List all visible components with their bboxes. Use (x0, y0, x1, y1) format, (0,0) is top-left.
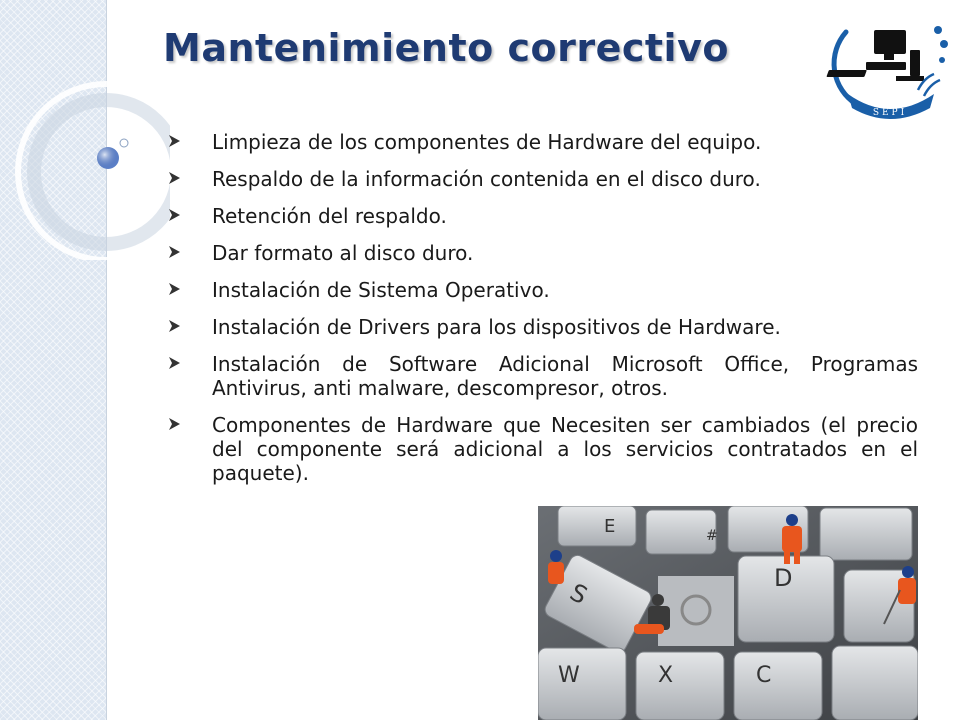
arrow-bullet-icon (166, 170, 182, 186)
svg-text:C: C (756, 663, 772, 688)
bullet-item: Componentes de Hardware que Necesiten ser cambiados (el precio del componente será adicional a los servicios contratados en el paquete). (166, 413, 918, 485)
keyboard-workers-photo (538, 506, 918, 720)
svg-text:X: X (658, 663, 674, 688)
bullet-item: Instalación de Drivers para los dispositivos de Hardware. (166, 315, 918, 339)
bullet-item: Respaldo de la información contenida en el disco duro. (166, 167, 918, 191)
slide-title: Mantenimiento correctivo (163, 26, 729, 70)
arrow-bullet-icon (166, 207, 182, 223)
svg-text:W: W (558, 663, 580, 688)
svg-text:S: S (565, 578, 592, 610)
arrow-bullet-icon (166, 133, 182, 149)
arrow-bullet-icon (166, 318, 182, 334)
bullet-item: Limpieza de los componentes de Hardware del equipo. (166, 130, 918, 154)
decorative-circles (0, 0, 170, 260)
svg-text:D: D (774, 564, 793, 592)
svg-text:E: E (604, 516, 616, 537)
bullet-item: Instalación de Software Adicional Microsoft Office, Programas Antivirus, anti malware, descompresor, otros. (166, 352, 918, 400)
svg-text:#: # (706, 528, 718, 544)
arrow-bullet-icon (166, 355, 182, 371)
svg-text:SEPI: SEPI (872, 108, 908, 118)
bullet-list (166, 130, 918, 498)
sepi-logo (826, 12, 954, 126)
arrow-bullet-icon (166, 281, 182, 297)
worker-figure (548, 550, 564, 584)
bullet-item: Retención del respaldo. (166, 204, 918, 228)
arrow-bullet-icon (166, 416, 182, 432)
bullet-item: Instalación de Sistema Operativo. (166, 278, 918, 302)
bullet-item: Dar formato al disco duro. (166, 241, 918, 265)
arrow-bullet-icon (166, 244, 182, 260)
